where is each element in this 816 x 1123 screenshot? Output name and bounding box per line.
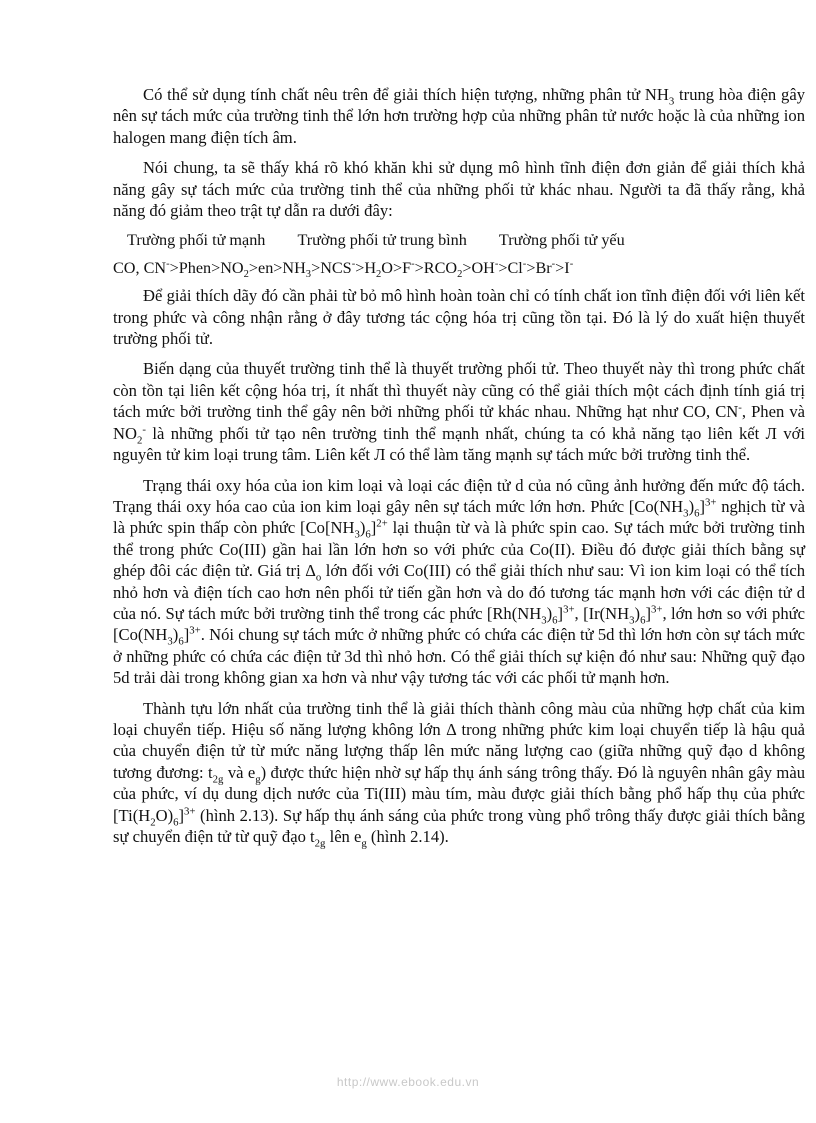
- paragraph-body-3: Trạng thái oxy hóa của ion kim loại và loại các điện tử d của nó cũng ảnh hưởng đến mức độ tách. Trạng thái oxy hóa cao của ion kim loại gây nên sự tách mức lớn hơn. Phức $[Co(NH_3)_6]^{3+}$ nghịch từ và là phức spin thấp còn phức $[Co[NH_3)_6]^{2+}$ lại thuận từ và là phức spin cao. Sự tách mức bởi trường tinh thể trong phức Co(III) gần hai lần lớn hơn so với phức của Co(II). Điều đó được giải thích bằng sự ghép đôi các điện tử. Giá trị $\Delta_o$ lớn đối với Co(III) có thể giải thích như sau: Vì ion kim loại có thể tích nhỏ hơn và điện tích cao hơn nên phối tử tiến gần hơn và do đó tương tác mạnh hơn với các điện tử d của nó. Sự tách mức bởi trường tinh thể trong các phức $[Rh(NH_3)_6]^{3+}$, $[Ir(NH_3)_6]^{3+}$, lớn hơn so với phức $[Co(NH_3)_6]^{3+}$. Nói chung sự tách mức ở những phức có chứa các điện tử 5d thì lớn hơn còn sự tách mức ở những phức có chứa các điện tử 3d thì nhỏ hơn. Có thể giải thích sự kiện đó như sau: Những quỹ đạo 5d trải dài trong không gian xa hơn và như vậy tương tác với các phối tử mạnh hơn.: [113, 475, 805, 688]
- footer-url: http://www.ebook.edu.vn: [336, 1075, 480, 1089]
- ligand-field-categories: [113, 230, 805, 251]
- paragraph-body-2: Biến dạng của thuyết trường tinh thể là thuyết trường phối tử. Theo thuyết này thì trong phức chất còn tồn tại liên kết cộng hóa trị, ít nhất thì thuyết này cũng có thể giải thích một cách định tính giá trị tách mức bởi trường tinh thể gây nên bởi những phối tử khác nhau. Những hạt như CO, CN-, Phen và $NO_2^-$ là những phối tử tạo nên trường tinh thể mạnh nhất, chúng ta có khả năng tạo liên kết Л với nguyên tử kim loại trung tâm. Liên kết Л có thể làm tăng mạnh sự tách mức bởi trường tinh thể.: [113, 359, 806, 465]
- paragraph-body-1: Để giải thích dãy đó cần phải từ bỏ mô hình hoàn toàn chỉ có tính chất ion tĩnh điện đối với liên kết trong phức và công nhận rằng ở đây tương tác cộng hóa trị cũng tồn tại. Đó là lý do xuất hiện thuyết trường phối tử.: [113, 286, 805, 349]
- paragraph-intro-1: Có thể sử dụng tính chất nêu trên để giải thích hiện tượng, những phân tử $NH_3$ trung hòa điện gây nên sự tách mức của trường tinh thể lớn hơn trường hợp của những phân tử nước hoặc là của những ion halogen mang điện tích âm.: [113, 85, 805, 147]
- paragraph-group-body: [113, 285, 806, 850]
- category-medium: Trường phối tử trung bình: [297, 231, 467, 250]
- category-weak: Trường phối tử yếu: [498, 231, 625, 250]
- paragraph-body-4: Thành tựu lớn nhất của trường tinh thể là giải thích thành công màu của những hợp chất của kim loại chuyển tiếp. Hiệu số năng lượng không lớn Δ trong những phức kim loại chuyển tiếp là hậu quả của chuyển điện tử từ mức năng lượng thấp lên mức năng lượng cao (giữa những quỹ đạo d không tương đương: $t_{2g}$ và $e_g$) được thức hiện nhờ sự hấp thụ ánh sáng trông thấy. Đó là nguyên nhân gây màu của phức, ví dụ dung dịch nước của Ti(III) màu tím, màu được giải thích bằng phổ hấp thụ của phức $[Ti(H_2O)_6]^{3+}$ (hình 2.13). Sự hấp thụ ánh sáng của phức trong vùng phổ trông thấy được giải thích bằng sự chuyển điện tử từ quỹ đạo $t_{2g}$ lên $e_g$ (hình 2.14).: [113, 698, 805, 850]
- document-body: [113, 84, 805, 856]
- paragraph-group-intro: [113, 84, 805, 221]
- category-strong: Trường phối tử mạnh: [127, 231, 266, 250]
- spectrochemical-series: CO, $CN^->Phen>NO_2>en>NH_3>NCS^->H_2O>F^->RCO_2>OH^->Cl^->Br^->I^-$: [113, 258, 574, 281]
- paragraph-intro-2: Nói chung, ta sẽ thấy khá rõ khó khăn khi sử dụng mô hình tĩnh điện đơn giản để giải thích khả năng gây sự tách mức của trường tinh thể của những phối tử khác nhau. Người ta đã thấy rằng, khả năng đó giảm theo trật tự dẫn ra dưới đây:: [113, 158, 805, 221]
